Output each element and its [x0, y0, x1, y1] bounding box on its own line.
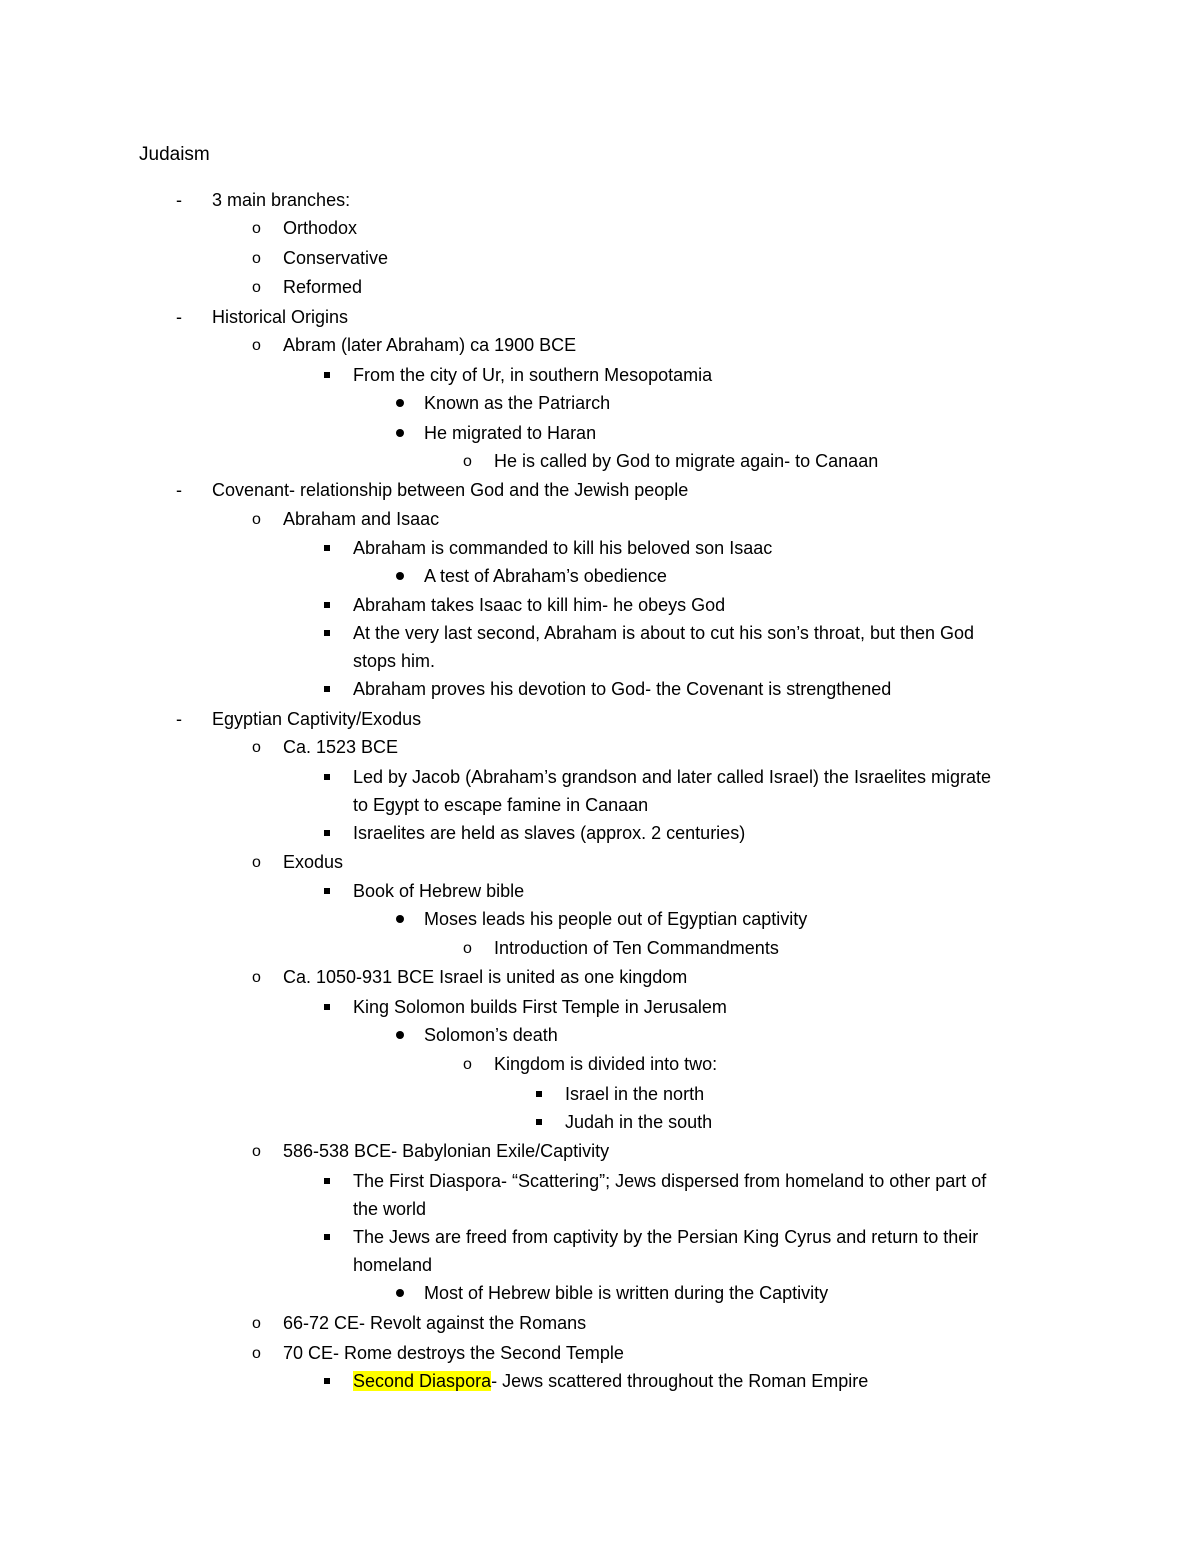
list-item: Abraham and Isaac — [283, 509, 440, 529]
list-item: Israel in the north — [565, 1084, 705, 1104]
list-item: Led by Jacob (Abraham’s grandson and later called Israel) the Israelites migrate — [353, 767, 992, 787]
list-item: Israelites are held as slaves (approx. 2 centuries) — [353, 823, 746, 843]
square-bullet-icon — [324, 1234, 330, 1240]
square-bullet-icon — [536, 1119, 542, 1125]
list-item: King Solomon builds First Temple in Jerusalem — [353, 997, 727, 1017]
list-item: Kingdom is divided into two: — [494, 1054, 718, 1074]
list-item-continuation: to Egypt to escape famine in Canaan — [353, 795, 649, 815]
square-bullet-icon — [324, 545, 330, 551]
list-item-text: - Jews scattered throughout the Roman Empire — [491, 1371, 869, 1391]
list-item: Orthodox — [283, 218, 358, 238]
list-item: Ca. 1050-931 BCE Israel is united as one kingdom — [283, 967, 688, 987]
square-bullet-icon — [324, 602, 330, 608]
list-item: Abraham proves his devotion to God- the Covenant is strengthened — [353, 679, 892, 699]
circle-bullet-icon: o — [252, 739, 261, 756]
list-item: The Jews are freed from captivity by the Persian King Cyrus and return to their — [353, 1227, 979, 1247]
list-item: Moses leads his people out of Egyptian captivity — [424, 909, 808, 929]
circle-bullet-icon: o — [252, 969, 261, 986]
list-item: Known as the Patriarch — [424, 393, 611, 413]
list-item: Abraham is commanded to kill his beloved son Isaac — [353, 538, 773, 558]
circle-bullet-icon: o — [252, 1143, 261, 1160]
list-item: Abraham takes Isaac to kill him- he obeys God — [353, 595, 726, 615]
list-item: He is called by God to migrate again- to Canaan — [494, 451, 879, 471]
list-item: Exodus — [283, 852, 344, 872]
disc-bullet-icon — [396, 399, 404, 407]
circle-bullet-icon: o — [252, 1315, 261, 1332]
list-item: The First Diaspora- “Scattering”; Jews dispersed from homeland to other part of — [353, 1171, 987, 1191]
list-item: Solomon’s death — [424, 1025, 558, 1045]
square-bullet-icon — [324, 830, 330, 836]
square-bullet-icon — [324, 1004, 330, 1010]
square-bullet-icon — [536, 1091, 542, 1097]
list-item: Historical Origins — [212, 307, 349, 327]
list-item: Ca. 1523 BCE — [283, 737, 399, 757]
circle-bullet-icon: o — [252, 279, 261, 296]
circle-bullet-icon: o — [463, 940, 472, 957]
dash-bullet-icon: - — [176, 190, 182, 210]
list-item: Most of Hebrew bible is written during the Captivity — [424, 1283, 829, 1303]
dash-bullet-icon: - — [176, 709, 182, 729]
circle-bullet-icon: o — [463, 453, 472, 470]
list-item: Egyptian Captivity/Exodus — [212, 709, 422, 729]
list-item — [353, 1369, 868, 1393]
list-item: 66-72 CE- Revolt against the Romans — [283, 1313, 587, 1333]
list-item-continuation: stops him. — [353, 651, 436, 671]
list-item: 3 main branches: — [212, 190, 351, 210]
circle-bullet-icon: o — [252, 220, 261, 237]
list-item: At the very last second, Abraham is about to cut his son’s throat, but then God — [353, 623, 975, 643]
list-item: He migrated to Haran — [424, 423, 597, 443]
list-item: Abram (later Abraham) ca 1900 BCE — [283, 335, 577, 355]
list-item: Reformed — [283, 277, 363, 297]
list-item: Covenant- relationship between God and the Jewish people — [212, 480, 689, 500]
circle-bullet-icon: o — [252, 250, 261, 267]
list-item: Book of Hebrew bible — [353, 881, 525, 901]
disc-bullet-icon — [396, 429, 404, 437]
dash-bullet-icon: - — [176, 480, 182, 500]
highlighted-text: Second Diaspora — [353, 1371, 492, 1391]
list-item: From the city of Ur, in southern Mesopotamia — [353, 365, 713, 385]
list-item-continuation: homeland — [353, 1255, 433, 1275]
list-item: Conservative — [283, 248, 389, 268]
list-item: 70 CE- Rome destroys the Second Temple — [283, 1343, 624, 1363]
disc-bullet-icon — [396, 1289, 404, 1297]
square-bullet-icon — [324, 372, 330, 378]
disc-bullet-icon — [396, 915, 404, 923]
square-bullet-icon — [324, 888, 330, 894]
document-title: Judaism — [139, 144, 210, 165]
square-bullet-icon — [324, 686, 330, 692]
list-item: A test of Abraham’s obedience — [424, 566, 667, 586]
disc-bullet-icon — [396, 1031, 404, 1039]
dash-bullet-icon: - — [176, 307, 182, 327]
disc-bullet-icon — [396, 572, 404, 580]
list-item: Introduction of Ten Commandments — [494, 938, 779, 958]
square-bullet-icon — [324, 1178, 330, 1184]
circle-bullet-icon: o — [252, 337, 261, 354]
list-item-continuation: the world — [353, 1199, 427, 1219]
square-bullet-icon — [324, 1378, 330, 1384]
circle-bullet-icon: o — [252, 1345, 261, 1362]
square-bullet-icon — [324, 774, 330, 780]
square-bullet-icon — [324, 630, 330, 636]
list-item: 586-538 BCE- Babylonian Exile/Captivity — [283, 1141, 610, 1161]
circle-bullet-icon: o — [252, 854, 261, 871]
circle-bullet-icon: o — [463, 1056, 472, 1073]
list-item: Judah in the south — [565, 1112, 713, 1132]
circle-bullet-icon: o — [252, 511, 261, 528]
